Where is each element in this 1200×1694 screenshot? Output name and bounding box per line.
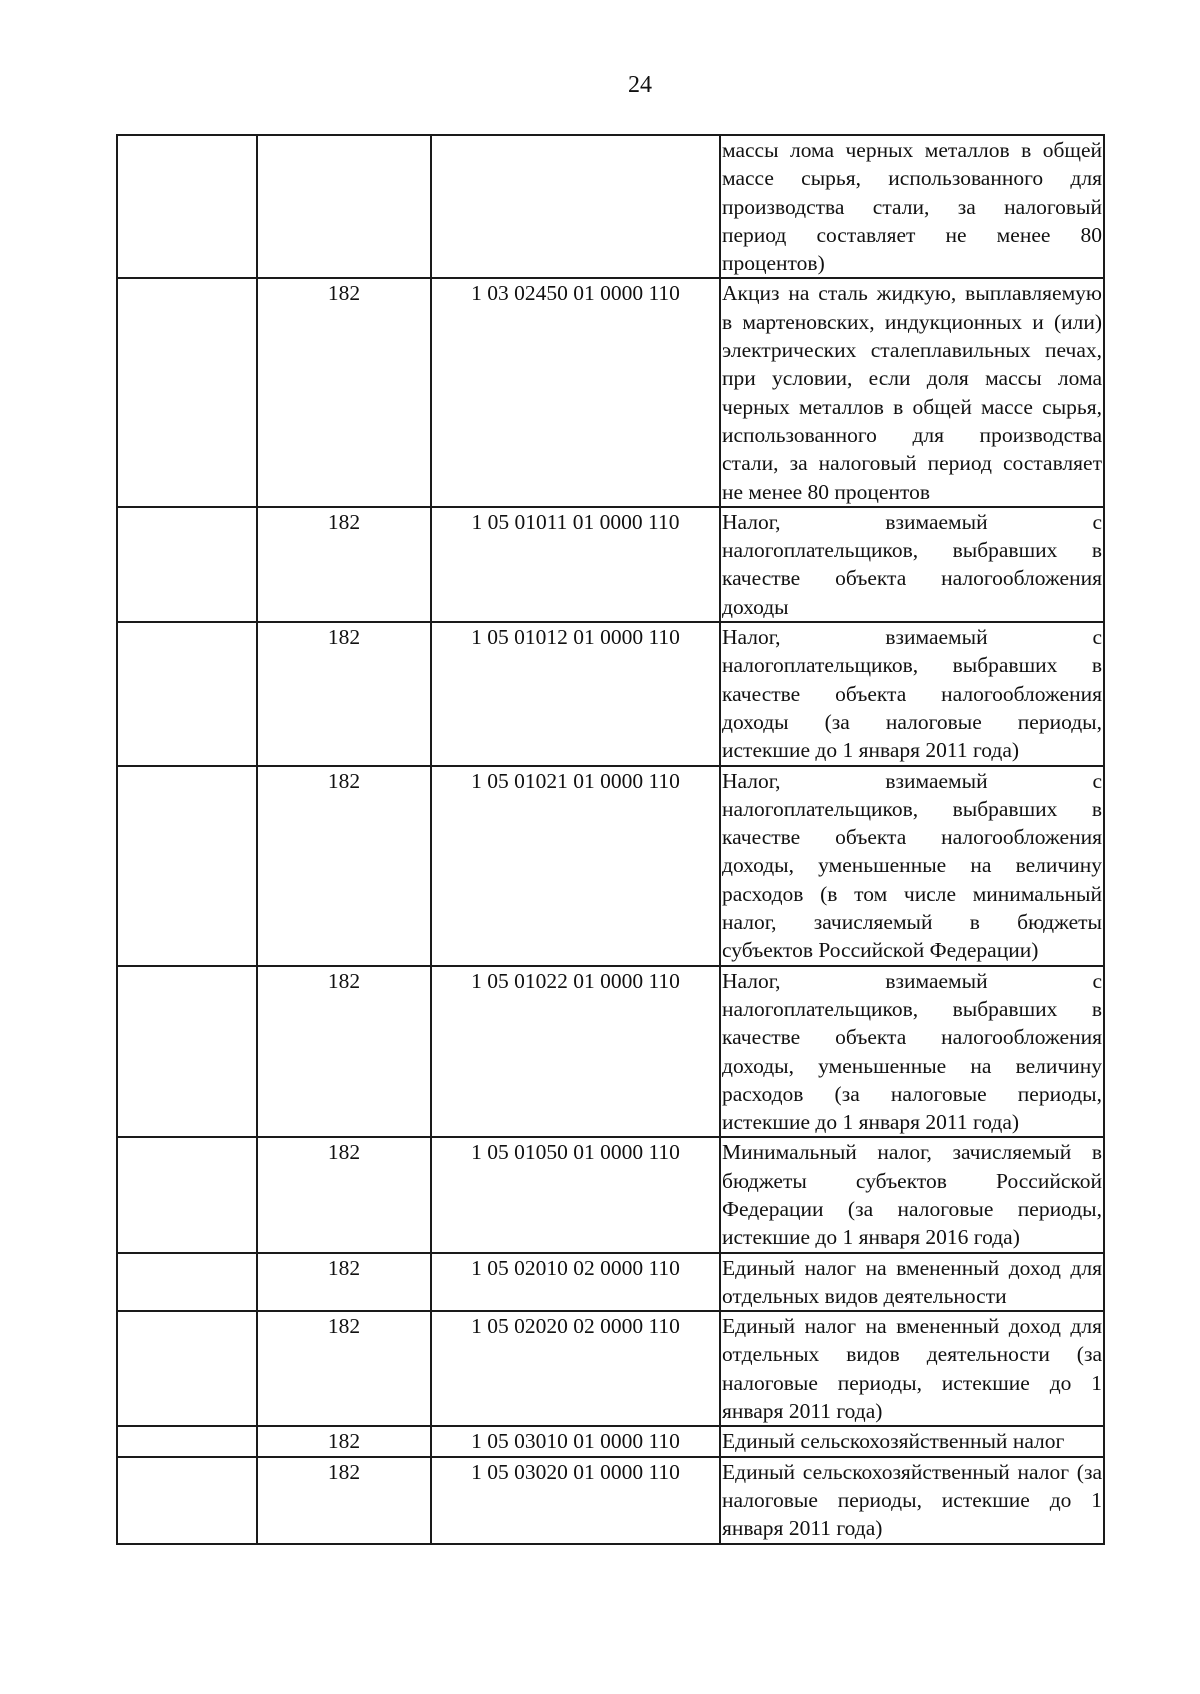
income-name-cell [720, 966, 1104, 1138]
income-name-text: Налог, взимаемый с налогоплательщиков, выбравших в качестве объекта налогообложения доходы [722, 509, 1102, 619]
income-name-cell [720, 135, 1104, 278]
budget-code-cell [431, 135, 720, 278]
income-name-text: Минимальный налог, зачисляемый в бюджеты субъектов Российской Федерации (за налоговые периоды, истекшие до 1 января 2016 года) [722, 1140, 1102, 1250]
admin-code-cell: 182 [257, 766, 431, 966]
empty-cell [117, 966, 257, 1138]
table-row [117, 1426, 1104, 1456]
table-row [117, 966, 1104, 1138]
income-name-text: Единый налог на вмененный доход для отдельных видов деятельности (за налоговые периоды, истекшие до 1 января 2011 года) [722, 1314, 1102, 1424]
income-name-cell [720, 622, 1104, 765]
admin-code-cell: 182 [257, 1253, 431, 1312]
admin-code-cell: 182 [257, 278, 431, 506]
empty-cell [117, 507, 257, 622]
empty-cell [117, 766, 257, 966]
income-name-cell [720, 507, 1104, 622]
budget-code-cell: 1 05 03010 01 0000 110 [431, 1426, 720, 1456]
budget-code-cell: 1 05 02020 02 0000 110 [431, 1311, 720, 1426]
budget-code-cell: 1 03 02450 01 0000 110 [431, 278, 720, 506]
budget-code-cell: 1 05 02010 02 0000 110 [431, 1253, 720, 1312]
empty-cell [117, 135, 257, 278]
income-name-cell [720, 1426, 1104, 1456]
admin-code-cell: 182 [257, 1457, 431, 1544]
table-row [117, 507, 1104, 622]
income-name-text: Налог, взимаемый с налогоплательщиков, выбравших в качестве объекта налогообложения доходы, уменьшенные на величину расходов (за налоговые периоды, истекшие до 1 января 2011 года) [722, 968, 1102, 1135]
admin-code-cell: 182 [257, 507, 431, 622]
income-name-text: Акциз на сталь жидкую, выплавляемую в мартеновских, индукционных и (или) электрических сталеплавильных печах, при условии, если доля массы лома черных металлов в общей массе сырья, использованного для производства стали, за налоговый период составляет не менее 80 процентов [722, 281, 1102, 504]
empty-cell [117, 1426, 257, 1456]
table-row [117, 1311, 1104, 1426]
budget-code-cell: 1 05 01011 01 0000 110 [431, 507, 720, 622]
admin-code-cell: 182 [257, 622, 431, 765]
income-name-cell [720, 1137, 1104, 1252]
admin-code-cell [257, 135, 431, 278]
budget-code-cell: 1 05 03020 01 0000 110 [431, 1457, 720, 1544]
table-row [117, 135, 1104, 278]
income-name-text: Налог, взимаемый с налогоплательщиков, выбравших в качестве объекта налогообложения доходы (за налоговые периоды, истекшие до 1 января 2011 года) [722, 625, 1102, 763]
budget-code-cell: 1 05 01050 01 0000 110 [431, 1137, 720, 1252]
empty-cell [117, 1311, 257, 1426]
budget-code-cell: 1 05 01022 01 0000 110 [431, 966, 720, 1138]
income-name-cell [720, 1311, 1104, 1426]
table-row [117, 1253, 1104, 1312]
empty-cell [117, 1457, 257, 1544]
admin-code-cell: 182 [257, 1426, 431, 1456]
empty-cell [117, 278, 257, 506]
income-name-cell [720, 766, 1104, 966]
empty-cell [117, 1253, 257, 1312]
budget-code-cell: 1 05 01021 01 0000 110 [431, 766, 720, 966]
table-row [117, 1457, 1104, 1544]
income-name-text: Единый сельскохозяйственный налог (за налоговые периоды, истекшие до 1 января 2011 года) [722, 1459, 1102, 1541]
admin-code-cell: 182 [257, 1137, 431, 1252]
income-name-text: Единый сельскохозяйственный налог [722, 1429, 1065, 1454]
admin-code-cell: 182 [257, 1311, 431, 1426]
budget-code-cell: 1 05 01012 01 0000 110 [431, 622, 720, 765]
empty-cell [117, 1137, 257, 1252]
table-row [117, 278, 1104, 506]
income-name-cell [720, 1253, 1104, 1312]
admin-code-cell: 182 [257, 966, 431, 1138]
table-row [117, 766, 1104, 966]
income-name-text: массы лома черных металлов в общей массе сырья, использованного для производства стали, за налоговый период составляет не менее 80 процентов) [722, 138, 1102, 276]
table-row [117, 1137, 1104, 1252]
empty-cell [117, 622, 257, 765]
income-name-text: Единый налог на вмененный доход для отдельных видов деятельности [722, 1255, 1102, 1308]
revenue-codes-table [116, 134, 1105, 1545]
table-row [117, 622, 1104, 765]
page-number: 24 [628, 72, 652, 98]
income-name-cell [720, 278, 1104, 506]
income-name-cell [720, 1457, 1104, 1544]
income-name-text: Налог, взимаемый с налогоплательщиков, выбравших в качестве объекта налогообложения доходы, уменьшенные на величину расходов (в том числе минимальный налог, зачисляемый в бюджеты субъектов Российской Федерации) [722, 768, 1102, 963]
